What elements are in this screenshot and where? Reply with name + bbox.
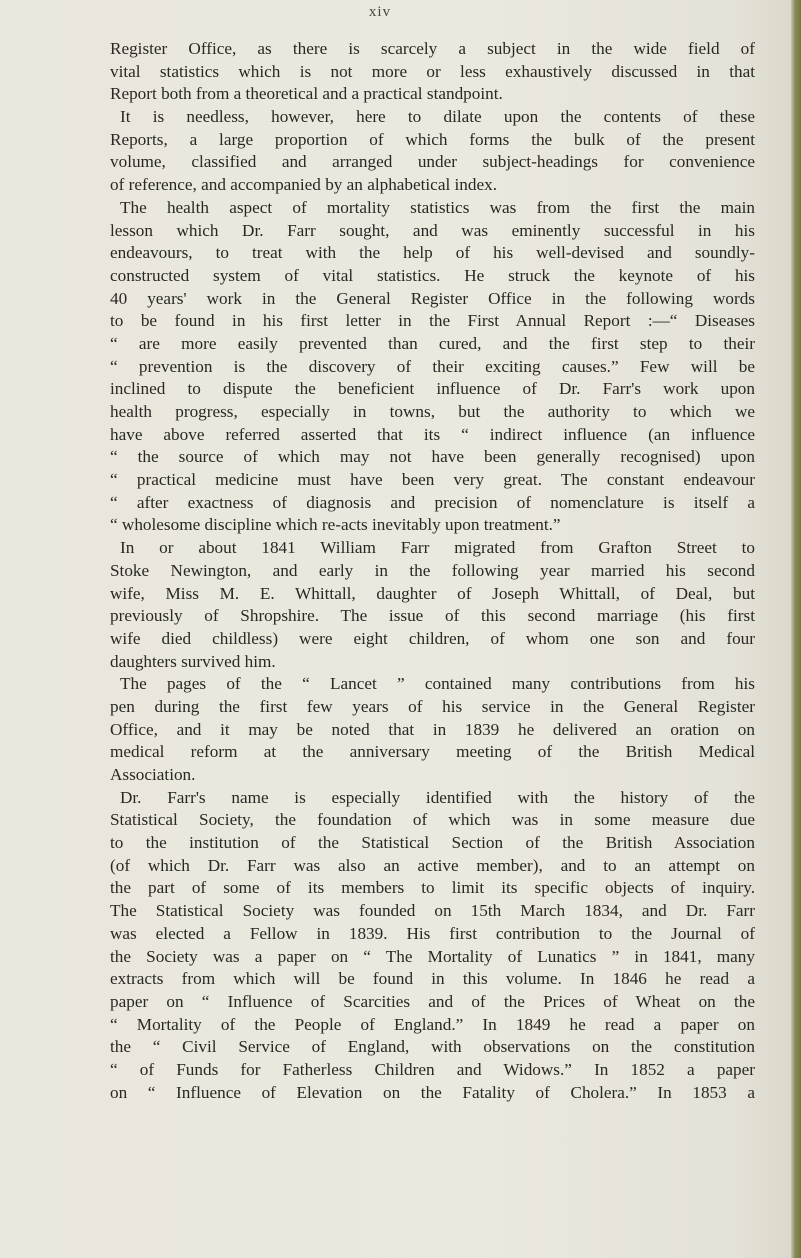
text-line: (of which Dr. Farr was also an active member), and to an attempt on	[110, 855, 755, 875]
body-text	[110, 38, 755, 1104]
text-line: “ wholesome discipline which re-acts inevitably upon treatment.”	[110, 515, 561, 535]
text-line: health progress, especially in towns, but the authority to which we	[110, 402, 755, 421]
text-line: inclined to dispute the beneficient influence of Dr. Farr's work upon	[110, 379, 755, 399]
text-line: The pages of the “ Lancet ” contained many contributions from his	[120, 674, 755, 694]
text-line: Association.	[110, 765, 196, 784]
text-line: endeavours, to treat with the help of his well-devised and soundly-	[110, 243, 755, 263]
text-line: previously of Shropshire. The issue of this second marriage (his first	[110, 606, 755, 626]
text-line: Office, and it may be noted that in 1839 he delivered an oration on	[110, 719, 755, 739]
text-line: pen during the first few years of his service in the General Register	[110, 696, 755, 716]
text-line: on “ Influence of Elevation on the Fatality of Cholera.” In 1853 a	[110, 1082, 755, 1102]
text-line: “ Mortality of the People of England.” In 1849 he read a paper on	[110, 1014, 755, 1034]
text-line: The health aspect of mortality statistics was from the first the main	[120, 197, 755, 217]
page-edge	[791, 0, 801, 1258]
text-line: In or about 1841 William Farr migrated from Grafton Street to	[120, 538, 755, 558]
text-line: Report both from a theoretical and a practical standpoint.	[110, 84, 503, 104]
text-line: have above referred asserted that its “ indirect influence (an influence	[110, 424, 755, 444]
text-line: constructed system of vital statistics. He struck the keynote of his	[110, 265, 755, 285]
text-line: 40 years' work in the General Register Office in the following words	[110, 288, 755, 308]
text-line: It is needless, however, here to dilate upon the contents of these	[120, 107, 755, 127]
text-line: “ after exactness of diagnosis and precision of nomenclature is itself a	[110, 492, 755, 512]
text-line: to the institution of the Statistical Section of the British Association	[110, 833, 755, 853]
text-line: vital statistics which is not more or less exhaustively discussed in that	[110, 61, 755, 81]
text-line: volume, classified and arranged under subject-headings for convenience	[110, 152, 755, 172]
text-line: was elected a Fellow in 1839. His first contribution to the Journal of	[110, 923, 755, 943]
text-line: lesson which Dr. Farr sought, and was eminently successful in his	[110, 220, 755, 240]
text-line: Dr. Farr's name is especially identified with the history of the	[120, 787, 755, 807]
text-line: The Statistical Society was founded on 15th March 1834, and Dr. Farr	[110, 901, 755, 921]
text-line: the “ Civil Service of England, with observations on the constitution	[110, 1037, 755, 1057]
text-line: Register Office, as there is scarcely a subject in the wide field of	[110, 39, 755, 58]
text-line: Reports, a large proportion of which forms the bulk of the present	[110, 129, 755, 149]
text-line: of reference, and accompanied by an alphabetical index.	[110, 175, 497, 195]
text-line: “ the source of which may not have been generally recognised) upon	[110, 447, 755, 467]
text-line: wife, Miss M. E. Whittall, daughter of Joseph Whittall, of Deal, but	[110, 583, 755, 603]
text-line: medical reform at the anniversary meeting of the British Medical	[110, 742, 755, 762]
text-line: “ are more easily prevented than cured, and the first step to their	[110, 333, 755, 353]
text-line: Statistical Society, the foundation of which was in some measure due	[110, 810, 755, 830]
text-line: extracts from which will be found in this volume. In 1846 he read a	[110, 969, 755, 989]
text-line: “ of Funds for Fatherless Children and Widows.” In 1852 a paper	[110, 1059, 755, 1079]
text-line: “ prevention is the discovery of their exciting causes.” Few will be	[110, 356, 755, 376]
text-line: Stoke Newington, and early in the following year married his second	[110, 560, 755, 580]
text-line: wife died childless) were eight children, of whom one son and four	[110, 628, 755, 648]
text-line: paper on “ Influence of Scarcities and of the Prices of Wheat on the	[110, 991, 755, 1011]
text-line: daughters survived him.	[110, 651, 276, 671]
text-line: the Society was a paper on “ The Mortality of Lunatics ” in 1841, many	[110, 946, 755, 966]
text-line: the part of some of its members to limit its specific objects of inquiry.	[110, 878, 755, 898]
page-number: xiv	[368, 4, 392, 20]
text-line: “ practical medicine must have been very great. The constant endeavour	[110, 470, 755, 490]
text-line: to be found in his first letter in the First Annual Report :—“ Diseases	[110, 311, 755, 331]
